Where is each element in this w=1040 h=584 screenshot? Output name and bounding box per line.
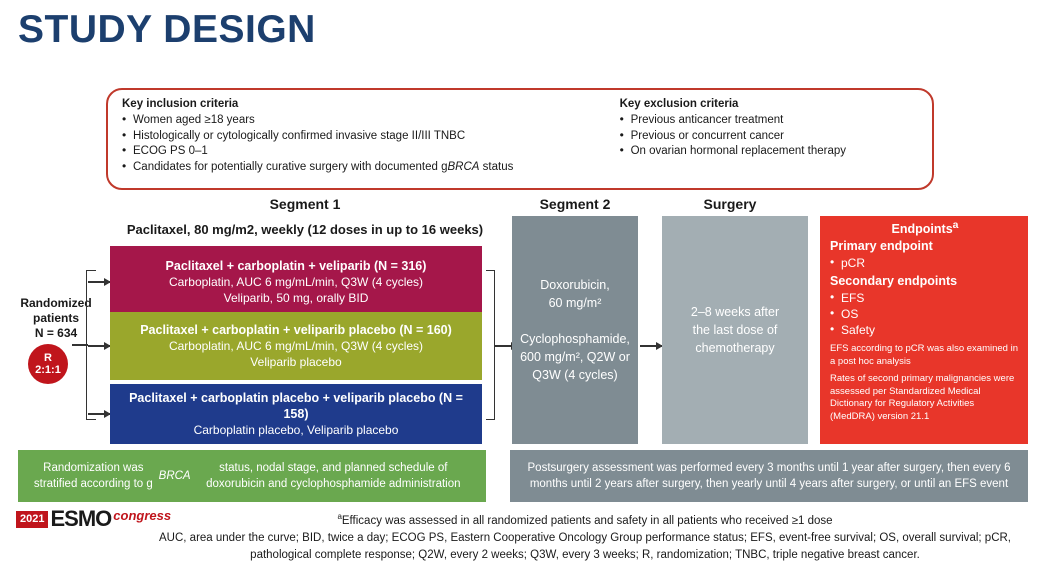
logo-name: ESMO (50, 506, 112, 531)
list-item: • Previous or concurrent cancer (620, 129, 922, 145)
list-item: • OS (830, 306, 1020, 322)
randomization-letter: R (44, 352, 52, 364)
endpoints-box (820, 216, 1028, 444)
treatment-arm-3 (110, 384, 482, 444)
list-item: • Previous anticancer treatment (620, 113, 922, 129)
footnote-superscript: a (337, 512, 342, 521)
criteria-box (106, 88, 934, 190)
footnote-efficacy-text: Efficacy was assessed in all randomized patients and safety in all patients who received ≥1 dose (341, 514, 833, 527)
secondary-endpoints-list (830, 290, 1020, 338)
segment2-header: Segment 2 (539, 196, 611, 212)
surgery-line-1: 2–8 weeks after (690, 305, 780, 319)
inclusion-criteria-list (122, 113, 596, 175)
surgery-line-3: chemotherapy (695, 341, 775, 355)
surgery-text (691, 303, 779, 357)
surgery-box (662, 216, 808, 444)
primary-endpoint-title: Primary endpoint (830, 239, 933, 254)
footnote-line-1 (140, 508, 1030, 530)
logo-year: 2021 (16, 511, 48, 528)
stratification-box: Randomization was stratified according to g BRCA status, nodal stage, and planned schedule of doxorubicin and cyclophosphamide administration (18, 450, 486, 502)
arrow-to-arm1 (88, 281, 110, 283)
segment2-line-4: Cyclophosphamide, (520, 332, 630, 346)
exclusion-criteria-list (620, 113, 922, 160)
randomization-badge (28, 344, 68, 384)
segment2-line-5: 600 mg/m², Q2W or (520, 350, 630, 364)
segment2-text (520, 276, 630, 384)
paclitaxel-dosing-line: Paclitaxel, 80 mg/m2, weekly (12 doses in up to 16 weeks) (126, 222, 484, 237)
segment2-line-6: Q3W (4 cycles) (532, 368, 618, 382)
segment2-line-1: Doxorubicin, (540, 278, 610, 292)
segment2-box (512, 216, 638, 444)
list-item: • Safety (830, 322, 1020, 338)
arm-detail: Veliparib placebo (250, 355, 342, 369)
exclusion-criteria-column (606, 90, 932, 188)
secondary-endpoints-title: Secondary endpoints (830, 274, 958, 289)
surgery-line-2: the last dose of (692, 323, 778, 337)
segment2-line-2: 60 mg/m² (548, 296, 602, 310)
arm-detail: Carboplatin, AUC 6 mg/mL/min, Q3W (4 cycles) (168, 275, 424, 289)
primary-endpoint-list (830, 255, 1020, 271)
endpoints-title-superscript: a (952, 220, 959, 231)
endpoints-note-1: EFS according to pCR was also examined in a post hoc analysis (830, 343, 1018, 367)
endpoints-note-2: Rates of second primary malignancies were assessed per Standardized Medical Dictionary for Regulatory Activities (MedDRA) version 21.1 (830, 373, 1015, 422)
arm-detail: Carboplatin, AUC 6 mg/mL/min, Q3W (4 cycles) (168, 339, 424, 353)
segment1-header: Segment 1 (269, 196, 341, 212)
inclusion-criteria-title: Key inclusion criteria (122, 98, 239, 110)
footnotes (140, 508, 1030, 564)
arm-title: Paclitaxel + carboplatin + veliparib placebo (N = 160) (140, 323, 452, 337)
exclusion-criteria-title: Key exclusion criteria (619, 98, 739, 110)
arm-title: Paclitaxel + carboplatin + veliparib (N = 316) (165, 259, 427, 273)
randomized-patients-label: Randomized patients N = 634 (20, 296, 92, 340)
list-item: • Women aged ≥18 years (122, 113, 596, 129)
endpoints-title (830, 220, 1020, 236)
page-title: STUDY DESIGN (18, 8, 316, 51)
arm-title: Paclitaxel + carboplatin placebo + veliparib placebo (N = 158) (129, 391, 463, 421)
list-item: • EFS (830, 290, 1020, 306)
arrow-to-arm3 (88, 413, 110, 415)
arrow-to-surgery (640, 345, 662, 347)
list-item: • pCR (830, 255, 1020, 271)
logo-congress-text: congress (113, 508, 172, 523)
arrow-to-arm2 (88, 345, 110, 347)
endpoints-title-text: Endpoints (891, 222, 953, 237)
randomization-ratio: 2:1:1 (35, 364, 61, 376)
inclusion-criteria-column (108, 90, 606, 188)
arm-brace-right (486, 270, 495, 420)
list-item: • ECOG PS 0–1 (122, 144, 596, 160)
treatment-arm-2 (110, 312, 482, 380)
list-item: • On ovarian hormonal replacement therapy (620, 144, 922, 160)
postsurgery-assessment-box: Postsurgery assessment was performed every 3 months until 1 year after surgery, then every 6 months until 2 years after surgery, then yearly until 4 years after surgery, or until an EFS event (510, 450, 1028, 502)
surgery-header: Surgery (703, 196, 757, 212)
footnote-abbreviations: AUC, area under the curve; BID, twice a day; ECOG PS, Eastern Cooperative Oncology Group performance status; EFS, event-free survival; OS, overall survival; pCR, pathological complete response; Q2W, every 2 weeks; Q3W, every 3 weeks; R, randomization; TNBC, triple negative breast cancer. (159, 531, 1011, 561)
treatment-arm-1 (110, 246, 482, 318)
arm-detail: Veliparib, 50 mg, orally BID (223, 291, 369, 305)
list-item: • Candidates for potentially curative surgery with documented gBRCA status (122, 160, 596, 176)
list-item: • Histologically or cytologically confirmed invasive stage II/III TNBC (122, 129, 596, 145)
arm-detail: Carboplatin placebo, Veliparib placebo (193, 423, 399, 437)
